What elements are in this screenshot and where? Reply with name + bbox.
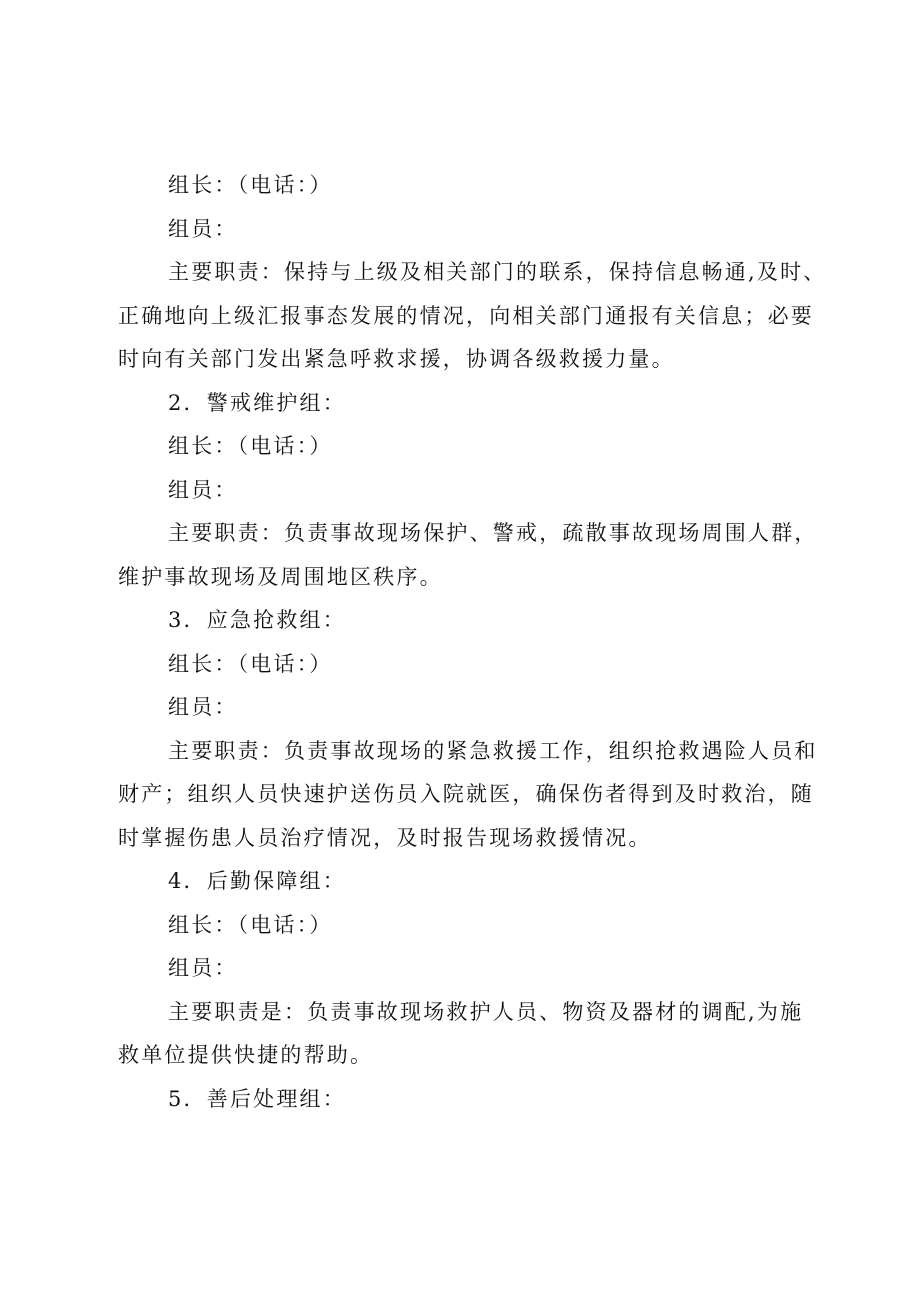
document-body	[118, 164, 827, 1121]
duties-paragraph-line: 维护事故现场及周围地区秩序。	[118, 564, 443, 589]
group-member-line: 组员：	[168, 216, 238, 241]
group-member-line: 组员：	[168, 477, 238, 502]
duties-paragraph-line: 主要职责：保持与上级及相关部门的联系，保持信息畅通,及时、	[168, 260, 827, 284]
duties-paragraph-line: 财产；组织人员快速护送伤员入院就医，确保伤者得到及时救治，随	[118, 782, 814, 806]
duties-paragraph-line: 时向有关部门发出紧急呼救求援，协调各级救援力量。	[118, 347, 675, 371]
group-leader-line: 组长：（电话：）	[168, 434, 333, 458]
duties-paragraph-line: 救单位提供快捷的帮助。	[118, 1043, 374, 1067]
group-member-line: 组员：	[168, 695, 238, 719]
group-leader-line: 组长：（电话：）	[168, 173, 333, 197]
duties-paragraph-line: 正确地向上级汇报事态发展的情况，向相关部门通报有关信息；必要	[118, 303, 814, 328]
group-member-line: 组员：	[168, 956, 238, 980]
group-leader-line: 组长：（电话：）	[168, 651, 333, 676]
duties-paragraph-line: 主要职责：负责事故现场的紧急救援工作，组织抢救遇险人员和	[168, 738, 818, 763]
section-heading: 3．应急抢救组：	[168, 608, 346, 632]
section-heading: 5．善后处理组：	[168, 1086, 346, 1111]
duties-paragraph-line: 主要职责：负责事故现场保护、警戒，疏散事故现场周围人群，	[168, 521, 818, 545]
duties-paragraph-line: 时掌握伤患人员治疗情况，及时报告现场救援情况。	[118, 825, 652, 850]
section-heading: 2．警戒维护组：	[168, 390, 346, 415]
duties-paragraph-line: 主要职责是：负责事故现场救护人员、物资及器材的调配,为施	[168, 999, 804, 1024]
group-leader-line: 组长：（电话：）	[168, 912, 333, 937]
section-heading: 4．后勤保障组：	[168, 869, 346, 893]
